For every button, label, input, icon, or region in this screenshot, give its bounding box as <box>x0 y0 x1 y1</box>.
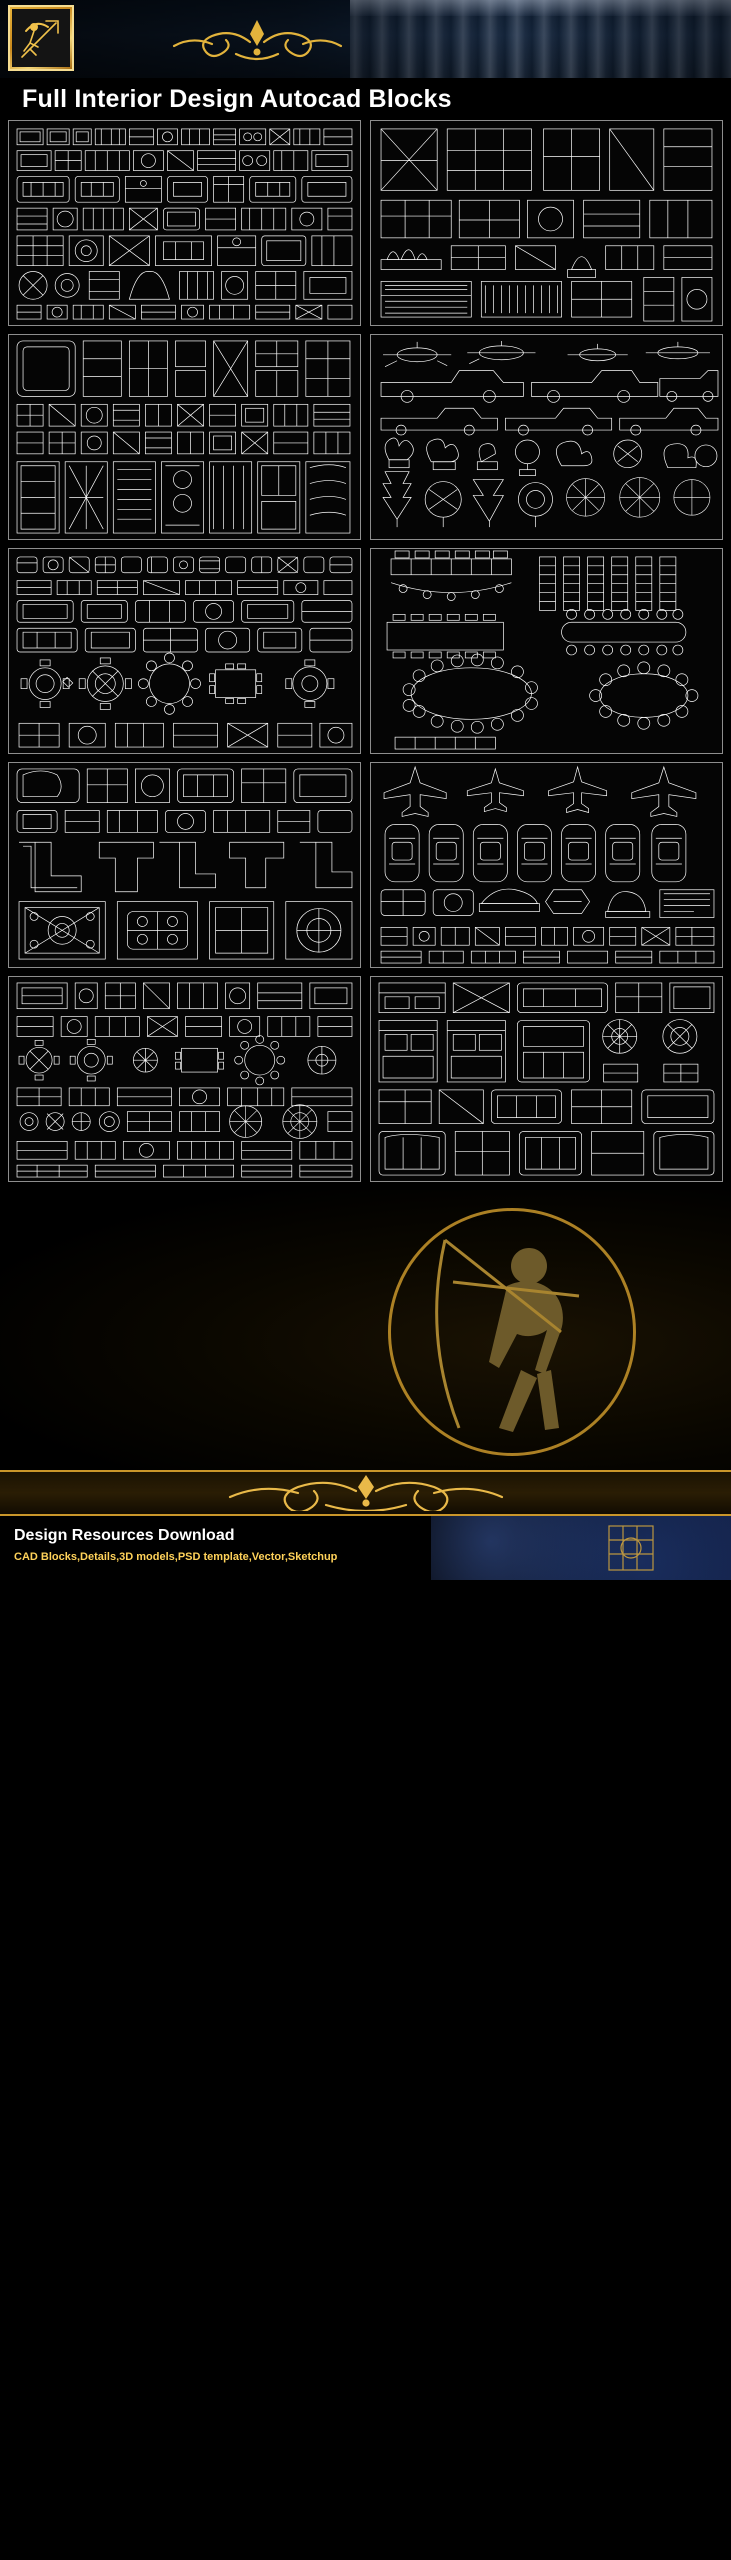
sofa-carpet-plan-icon <box>9 763 360 967</box>
vehicles-trees-blocks-icon <box>371 335 722 539</box>
gold-divider <box>0 1470 731 1516</box>
banner-overlay <box>0 0 731 78</box>
aircraft-car-topview-icon <box>371 763 722 967</box>
cad-sheet-bed-sofa-detail-blocks[interactable] <box>370 976 723 1182</box>
footer <box>0 1516 731 1580</box>
cad-sheet-door-window-screen-blocks[interactable] <box>8 334 361 540</box>
kitchen-elevation-blocks-icon <box>371 121 722 325</box>
footer-text-block <box>14 1526 337 1565</box>
bed-sofa-detail-icon <box>371 977 722 1181</box>
cad-sheet-bathroom-sanitary-dining-blocks[interactable] <box>8 976 361 1182</box>
blueprint-grid-icon <box>605 1522 657 1574</box>
archer-silhouette-icon <box>411 1230 611 1440</box>
cad-sheet-furniture-sofas-beds-blocks[interactable] <box>8 120 361 326</box>
footer-subtitle: CAD Blocks,Details,3D models,PSD template,Vector,Sketchup <box>14 1551 338 1563</box>
conference-layout-icon <box>371 549 722 753</box>
cad-sheet-vehicles-trees-plants-blocks[interactable] <box>370 334 723 540</box>
archer-sagittarius-logo-icon <box>12 9 70 67</box>
hero-archer-panel <box>0 1190 731 1470</box>
furniture-blocks-icon <box>9 121 360 325</box>
cad-sheet-kitchen-wardrobe-elevation-blocks[interactable] <box>370 120 723 326</box>
cad-sheet-aircraft-car-top-view-blocks[interactable] <box>370 762 723 968</box>
gold-filigree-divider-icon <box>156 1471 576 1516</box>
cad-sheet-grid <box>0 120 731 1182</box>
starfield-icon <box>431 1516 731 1580</box>
cad-sheet-table-chair-plan-blocks[interactable] <box>8 548 361 754</box>
page-title-bar <box>0 78 731 120</box>
page-title: Full Interior Design Autocad Blocks <box>22 84 452 113</box>
cad-sheet-conference-banquet-layout-blocks[interactable] <box>370 548 723 754</box>
bathroom-dining-blocks-icon <box>9 977 360 1181</box>
table-chair-plan-icon <box>9 549 360 753</box>
footer-title: Design Resources Download <box>14 1527 235 1544</box>
door-window-blocks-icon <box>9 335 360 539</box>
cad-sheet-sofa-set-carpet-plan-blocks[interactable] <box>8 762 361 968</box>
top-banner <box>0 0 731 78</box>
gold-filigree-ornament-icon <box>150 14 365 64</box>
brand-logo[interactable] <box>8 5 74 71</box>
